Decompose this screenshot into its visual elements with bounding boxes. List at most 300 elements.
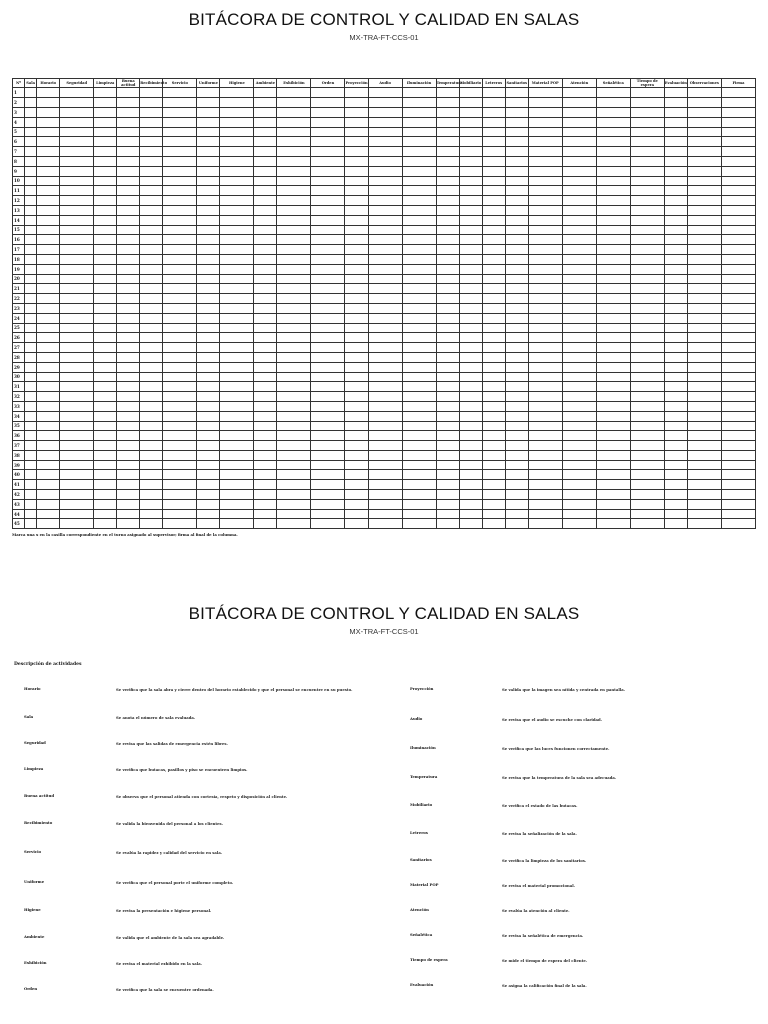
entry-cell[interactable] xyxy=(163,392,197,402)
entry-cell[interactable] xyxy=(687,166,721,176)
entry-cell[interactable] xyxy=(140,294,163,304)
entry-cell[interactable] xyxy=(664,323,687,333)
entry-cell[interactable] xyxy=(37,490,60,500)
entry-cell[interactable] xyxy=(436,117,459,127)
entry-cell[interactable] xyxy=(94,225,117,235)
entry-cell[interactable] xyxy=(140,372,163,382)
entry-cell[interactable] xyxy=(482,372,505,382)
entry-cell[interactable] xyxy=(368,284,402,294)
entry-cell[interactable] xyxy=(402,235,436,245)
entry-cell[interactable] xyxy=(402,401,436,411)
entry-cell[interactable] xyxy=(436,499,459,509)
entry-cell[interactable] xyxy=(596,88,630,98)
entry-cell[interactable] xyxy=(528,186,562,196)
entry-cell[interactable] xyxy=(197,333,220,343)
entry-cell[interactable] xyxy=(402,117,436,127)
entry-cell[interactable] xyxy=(163,196,197,206)
entry-cell[interactable] xyxy=(197,343,220,353)
entry-cell[interactable] xyxy=(220,460,254,470)
entry-cell[interactable] xyxy=(163,401,197,411)
entry-cell[interactable] xyxy=(163,450,197,460)
entry-cell[interactable] xyxy=(459,411,482,421)
entry-cell[interactable] xyxy=(687,235,721,245)
entry-cell[interactable] xyxy=(220,372,254,382)
entry-cell[interactable] xyxy=(345,470,368,480)
entry-cell[interactable] xyxy=(528,323,562,333)
entry-cell[interactable] xyxy=(482,166,505,176)
entry-cell[interactable] xyxy=(482,274,505,284)
entry-cell[interactable] xyxy=(277,470,311,480)
entry-cell[interactable] xyxy=(459,441,482,451)
entry-cell[interactable] xyxy=(664,284,687,294)
entry-cell[interactable] xyxy=(197,284,220,294)
entry-cell[interactable] xyxy=(562,431,596,441)
entry-cell[interactable] xyxy=(368,215,402,225)
entry-cell[interactable] xyxy=(505,313,528,323)
entry-cell[interactable] xyxy=(630,333,664,343)
entry-cell[interactable] xyxy=(482,205,505,215)
entry-cell[interactable] xyxy=(630,284,664,294)
entry-cell[interactable] xyxy=(25,401,37,411)
entry-cell[interactable] xyxy=(163,254,197,264)
entry-cell[interactable] xyxy=(163,176,197,186)
entry-cell[interactable] xyxy=(368,245,402,255)
entry-cell[interactable] xyxy=(163,411,197,421)
entry-cell[interactable] xyxy=(596,460,630,470)
entry-cell[interactable] xyxy=(368,401,402,411)
entry-cell[interactable] xyxy=(254,313,277,323)
entry-cell[interactable] xyxy=(117,147,140,157)
entry-cell[interactable] xyxy=(220,156,254,166)
entry-cell[interactable] xyxy=(163,372,197,382)
entry-cell[interactable] xyxy=(311,372,345,382)
entry-cell[interactable] xyxy=(94,166,117,176)
entry-cell[interactable] xyxy=(528,245,562,255)
entry-cell[interactable] xyxy=(436,480,459,490)
entry-cell[interactable] xyxy=(345,421,368,431)
entry-cell[interactable] xyxy=(25,470,37,480)
entry-cell[interactable] xyxy=(721,108,755,118)
entry-cell[interactable] xyxy=(562,333,596,343)
entry-cell[interactable] xyxy=(664,225,687,235)
entry-cell[interactable] xyxy=(197,245,220,255)
entry-cell[interactable] xyxy=(117,431,140,441)
entry-cell[interactable] xyxy=(505,490,528,500)
entry-cell[interactable] xyxy=(528,470,562,480)
entry-cell[interactable] xyxy=(436,196,459,206)
entry-cell[interactable] xyxy=(94,519,117,529)
entry-cell[interactable] xyxy=(254,205,277,215)
entry-cell[interactable] xyxy=(60,519,94,529)
entry-cell[interactable] xyxy=(459,166,482,176)
entry-cell[interactable] xyxy=(687,186,721,196)
entry-cell[interactable] xyxy=(630,421,664,431)
entry-cell[interactable] xyxy=(596,362,630,372)
entry-cell[interactable] xyxy=(368,264,402,274)
entry-cell[interactable] xyxy=(163,352,197,362)
entry-cell[interactable] xyxy=(368,431,402,441)
entry-cell[interactable] xyxy=(163,264,197,274)
entry-cell[interactable] xyxy=(345,108,368,118)
entry-cell[interactable] xyxy=(368,294,402,304)
entry-cell[interactable] xyxy=(163,137,197,147)
entry-cell[interactable] xyxy=(436,166,459,176)
entry-cell[interactable] xyxy=(37,117,60,127)
entry-cell[interactable] xyxy=(436,186,459,196)
entry-cell[interactable] xyxy=(368,411,402,421)
entry-cell[interactable] xyxy=(664,382,687,392)
entry-cell[interactable] xyxy=(163,303,197,313)
entry-cell[interactable] xyxy=(94,509,117,519)
entry-cell[interactable] xyxy=(197,431,220,441)
entry-cell[interactable] xyxy=(664,264,687,274)
entry-cell[interactable] xyxy=(311,431,345,441)
entry-cell[interactable] xyxy=(482,176,505,186)
entry-cell[interactable] xyxy=(117,313,140,323)
entry-cell[interactable] xyxy=(459,235,482,245)
entry-cell[interactable] xyxy=(596,186,630,196)
entry-cell[interactable] xyxy=(140,156,163,166)
entry-cell[interactable] xyxy=(436,245,459,255)
entry-cell[interactable] xyxy=(664,127,687,137)
entry-cell[interactable] xyxy=(459,362,482,372)
entry-cell[interactable] xyxy=(562,480,596,490)
entry-cell[interactable] xyxy=(630,372,664,382)
entry-cell[interactable] xyxy=(37,509,60,519)
entry-cell[interactable] xyxy=(562,303,596,313)
entry-cell[interactable] xyxy=(140,470,163,480)
entry-cell[interactable] xyxy=(311,509,345,519)
entry-cell[interactable] xyxy=(37,245,60,255)
entry-cell[interactable] xyxy=(630,147,664,157)
entry-cell[interactable] xyxy=(277,519,311,529)
entry-cell[interactable] xyxy=(345,98,368,108)
entry-cell[interactable] xyxy=(94,323,117,333)
entry-cell[interactable] xyxy=(687,519,721,529)
entry-cell[interactable] xyxy=(368,450,402,460)
entry-cell[interactable] xyxy=(721,274,755,284)
entry-cell[interactable] xyxy=(311,313,345,323)
entry-cell[interactable] xyxy=(459,245,482,255)
entry-cell[interactable] xyxy=(60,460,94,470)
entry-cell[interactable] xyxy=(562,205,596,215)
entry-cell[interactable] xyxy=(197,156,220,166)
entry-cell[interactable] xyxy=(60,108,94,118)
entry-cell[interactable] xyxy=(402,294,436,304)
entry-cell[interactable] xyxy=(368,108,402,118)
entry-cell[interactable] xyxy=(436,98,459,108)
entry-cell[interactable] xyxy=(220,401,254,411)
entry-cell[interactable] xyxy=(25,431,37,441)
entry-cell[interactable] xyxy=(436,362,459,372)
entry-cell[interactable] xyxy=(402,88,436,98)
entry-cell[interactable] xyxy=(197,186,220,196)
entry-cell[interactable] xyxy=(94,372,117,382)
entry-cell[interactable] xyxy=(197,196,220,206)
entry-cell[interactable] xyxy=(721,225,755,235)
entry-cell[interactable] xyxy=(25,205,37,215)
entry-cell[interactable] xyxy=(37,499,60,509)
entry-cell[interactable] xyxy=(562,137,596,147)
entry-cell[interactable] xyxy=(277,343,311,353)
entry-cell[interactable] xyxy=(117,509,140,519)
entry-cell[interactable] xyxy=(562,509,596,519)
entry-cell[interactable] xyxy=(368,117,402,127)
entry-cell[interactable] xyxy=(345,127,368,137)
entry-cell[interactable] xyxy=(197,441,220,451)
entry-cell[interactable] xyxy=(311,382,345,392)
entry-cell[interactable] xyxy=(60,372,94,382)
entry-cell[interactable] xyxy=(25,411,37,421)
entry-cell[interactable] xyxy=(721,127,755,137)
entry-cell[interactable] xyxy=(220,352,254,362)
entry-cell[interactable] xyxy=(664,205,687,215)
entry-cell[interactable] xyxy=(37,323,60,333)
entry-cell[interactable] xyxy=(60,137,94,147)
entry-cell[interactable] xyxy=(664,333,687,343)
entry-cell[interactable] xyxy=(402,196,436,206)
entry-cell[interactable] xyxy=(664,313,687,323)
entry-cell[interactable] xyxy=(277,186,311,196)
entry-cell[interactable] xyxy=(721,509,755,519)
entry-cell[interactable] xyxy=(254,460,277,470)
entry-cell[interactable] xyxy=(528,176,562,186)
entry-cell[interactable] xyxy=(117,127,140,137)
entry-cell[interactable] xyxy=(37,225,60,235)
entry-cell[interactable] xyxy=(687,303,721,313)
entry-cell[interactable] xyxy=(163,284,197,294)
entry-cell[interactable] xyxy=(596,137,630,147)
entry-cell[interactable] xyxy=(277,88,311,98)
entry-cell[interactable] xyxy=(25,509,37,519)
entry-cell[interactable] xyxy=(368,441,402,451)
entry-cell[interactable] xyxy=(505,176,528,186)
entry-cell[interactable] xyxy=(528,499,562,509)
entry-cell[interactable] xyxy=(345,176,368,186)
entry-cell[interactable] xyxy=(197,480,220,490)
entry-cell[interactable] xyxy=(630,392,664,402)
entry-cell[interactable] xyxy=(459,303,482,313)
entry-cell[interactable] xyxy=(25,294,37,304)
entry-cell[interactable] xyxy=(528,156,562,166)
entry-cell[interactable] xyxy=(630,460,664,470)
entry-cell[interactable] xyxy=(117,254,140,264)
entry-cell[interactable] xyxy=(368,343,402,353)
entry-cell[interactable] xyxy=(436,137,459,147)
entry-cell[interactable] xyxy=(197,274,220,284)
entry-cell[interactable] xyxy=(197,176,220,186)
entry-cell[interactable] xyxy=(664,235,687,245)
entry-cell[interactable] xyxy=(60,294,94,304)
entry-cell[interactable] xyxy=(528,166,562,176)
entry-cell[interactable] xyxy=(528,303,562,313)
entry-cell[interactable] xyxy=(163,470,197,480)
entry-cell[interactable] xyxy=(60,431,94,441)
entry-cell[interactable] xyxy=(60,98,94,108)
entry-cell[interactable] xyxy=(482,215,505,225)
entry-cell[interactable] xyxy=(60,127,94,137)
entry-cell[interactable] xyxy=(402,411,436,421)
entry-cell[interactable] xyxy=(721,284,755,294)
entry-cell[interactable] xyxy=(436,519,459,529)
entry-cell[interactable] xyxy=(37,303,60,313)
entry-cell[interactable] xyxy=(562,352,596,362)
entry-cell[interactable] xyxy=(596,421,630,431)
entry-cell[interactable] xyxy=(596,441,630,451)
entry-cell[interactable] xyxy=(254,274,277,284)
entry-cell[interactable] xyxy=(368,372,402,382)
entry-cell[interactable] xyxy=(596,215,630,225)
entry-cell[interactable] xyxy=(630,441,664,451)
entry-cell[interactable] xyxy=(505,137,528,147)
entry-cell[interactable] xyxy=(60,215,94,225)
entry-cell[interactable] xyxy=(687,98,721,108)
entry-cell[interactable] xyxy=(596,294,630,304)
entry-cell[interactable] xyxy=(436,264,459,274)
entry-cell[interactable] xyxy=(402,205,436,215)
entry-cell[interactable] xyxy=(505,343,528,353)
entry-cell[interactable] xyxy=(254,225,277,235)
entry-cell[interactable] xyxy=(687,264,721,274)
entry-cell[interactable] xyxy=(163,156,197,166)
entry-cell[interactable] xyxy=(436,411,459,421)
entry-cell[interactable] xyxy=(482,284,505,294)
entry-cell[interactable] xyxy=(220,205,254,215)
entry-cell[interactable] xyxy=(197,411,220,421)
entry-cell[interactable] xyxy=(117,303,140,313)
entry-cell[interactable] xyxy=(528,196,562,206)
entry-cell[interactable] xyxy=(197,205,220,215)
entry-cell[interactable] xyxy=(163,323,197,333)
entry-cell[interactable] xyxy=(254,156,277,166)
entry-cell[interactable] xyxy=(482,313,505,323)
entry-cell[interactable] xyxy=(630,186,664,196)
entry-cell[interactable] xyxy=(163,98,197,108)
entry-cell[interactable] xyxy=(140,392,163,402)
entry-cell[interactable] xyxy=(117,215,140,225)
entry-cell[interactable] xyxy=(687,450,721,460)
entry-cell[interactable] xyxy=(721,362,755,372)
entry-cell[interactable] xyxy=(630,264,664,274)
entry-cell[interactable] xyxy=(459,450,482,460)
entry-cell[interactable] xyxy=(254,215,277,225)
entry-cell[interactable] xyxy=(277,352,311,362)
entry-cell[interactable] xyxy=(528,147,562,157)
entry-cell[interactable] xyxy=(436,450,459,460)
entry-cell[interactable] xyxy=(630,98,664,108)
entry-cell[interactable] xyxy=(664,137,687,147)
entry-cell[interactable] xyxy=(117,166,140,176)
entry-cell[interactable] xyxy=(436,460,459,470)
entry-cell[interactable] xyxy=(664,98,687,108)
entry-cell[interactable] xyxy=(505,235,528,245)
entry-cell[interactable] xyxy=(254,343,277,353)
entry-cell[interactable] xyxy=(140,147,163,157)
entry-cell[interactable] xyxy=(345,519,368,529)
entry-cell[interactable] xyxy=(311,362,345,372)
entry-cell[interactable] xyxy=(197,372,220,382)
entry-cell[interactable] xyxy=(368,98,402,108)
entry-cell[interactable] xyxy=(117,137,140,147)
entry-cell[interactable] xyxy=(436,382,459,392)
entry-cell[interactable] xyxy=(528,401,562,411)
entry-cell[interactable] xyxy=(163,108,197,118)
entry-cell[interactable] xyxy=(25,323,37,333)
entry-cell[interactable] xyxy=(277,166,311,176)
entry-cell[interactable] xyxy=(664,176,687,186)
entry-cell[interactable] xyxy=(94,156,117,166)
entry-cell[interactable] xyxy=(596,333,630,343)
entry-cell[interactable] xyxy=(482,343,505,353)
entry-cell[interactable] xyxy=(664,147,687,157)
entry-cell[interactable] xyxy=(163,245,197,255)
entry-cell[interactable] xyxy=(459,470,482,480)
entry-cell[interactable] xyxy=(596,450,630,460)
entry-cell[interactable] xyxy=(368,225,402,235)
entry-cell[interactable] xyxy=(140,205,163,215)
entry-cell[interactable] xyxy=(25,284,37,294)
entry-cell[interactable] xyxy=(254,245,277,255)
entry-cell[interactable] xyxy=(345,490,368,500)
entry-cell[interactable] xyxy=(254,294,277,304)
entry-cell[interactable] xyxy=(94,499,117,509)
entry-cell[interactable] xyxy=(562,98,596,108)
entry-cell[interactable] xyxy=(596,392,630,402)
entry-cell[interactable] xyxy=(311,480,345,490)
entry-cell[interactable] xyxy=(311,284,345,294)
entry-cell[interactable] xyxy=(220,108,254,118)
entry-cell[interactable] xyxy=(311,225,345,235)
entry-cell[interactable] xyxy=(311,303,345,313)
entry-cell[interactable] xyxy=(664,343,687,353)
entry-cell[interactable] xyxy=(60,254,94,264)
entry-cell[interactable] xyxy=(140,431,163,441)
entry-cell[interactable] xyxy=(140,490,163,500)
entry-cell[interactable] xyxy=(528,333,562,343)
entry-cell[interactable] xyxy=(311,215,345,225)
entry-cell[interactable] xyxy=(436,323,459,333)
entry-cell[interactable] xyxy=(163,382,197,392)
entry-cell[interactable] xyxy=(197,294,220,304)
entry-cell[interactable] xyxy=(345,362,368,372)
entry-cell[interactable] xyxy=(664,509,687,519)
entry-cell[interactable] xyxy=(402,313,436,323)
entry-cell[interactable] xyxy=(277,509,311,519)
entry-cell[interactable] xyxy=(664,186,687,196)
entry-cell[interactable] xyxy=(459,205,482,215)
entry-cell[interactable] xyxy=(505,470,528,480)
entry-cell[interactable] xyxy=(220,382,254,392)
entry-cell[interactable] xyxy=(630,519,664,529)
entry-cell[interactable] xyxy=(630,235,664,245)
entry-cell[interactable] xyxy=(562,156,596,166)
entry-cell[interactable] xyxy=(505,215,528,225)
entry-cell[interactable] xyxy=(277,176,311,186)
entry-cell[interactable] xyxy=(117,519,140,529)
entry-cell[interactable] xyxy=(140,98,163,108)
entry-cell[interactable] xyxy=(721,401,755,411)
entry-cell[interactable] xyxy=(197,98,220,108)
entry-cell[interactable] xyxy=(402,274,436,284)
entry-cell[interactable] xyxy=(25,225,37,235)
entry-cell[interactable] xyxy=(505,411,528,421)
entry-cell[interactable] xyxy=(117,470,140,480)
entry-cell[interactable] xyxy=(140,274,163,284)
entry-cell[interactable] xyxy=(459,490,482,500)
entry-cell[interactable] xyxy=(402,166,436,176)
entry-cell[interactable] xyxy=(311,235,345,245)
entry-cell[interactable] xyxy=(94,480,117,490)
